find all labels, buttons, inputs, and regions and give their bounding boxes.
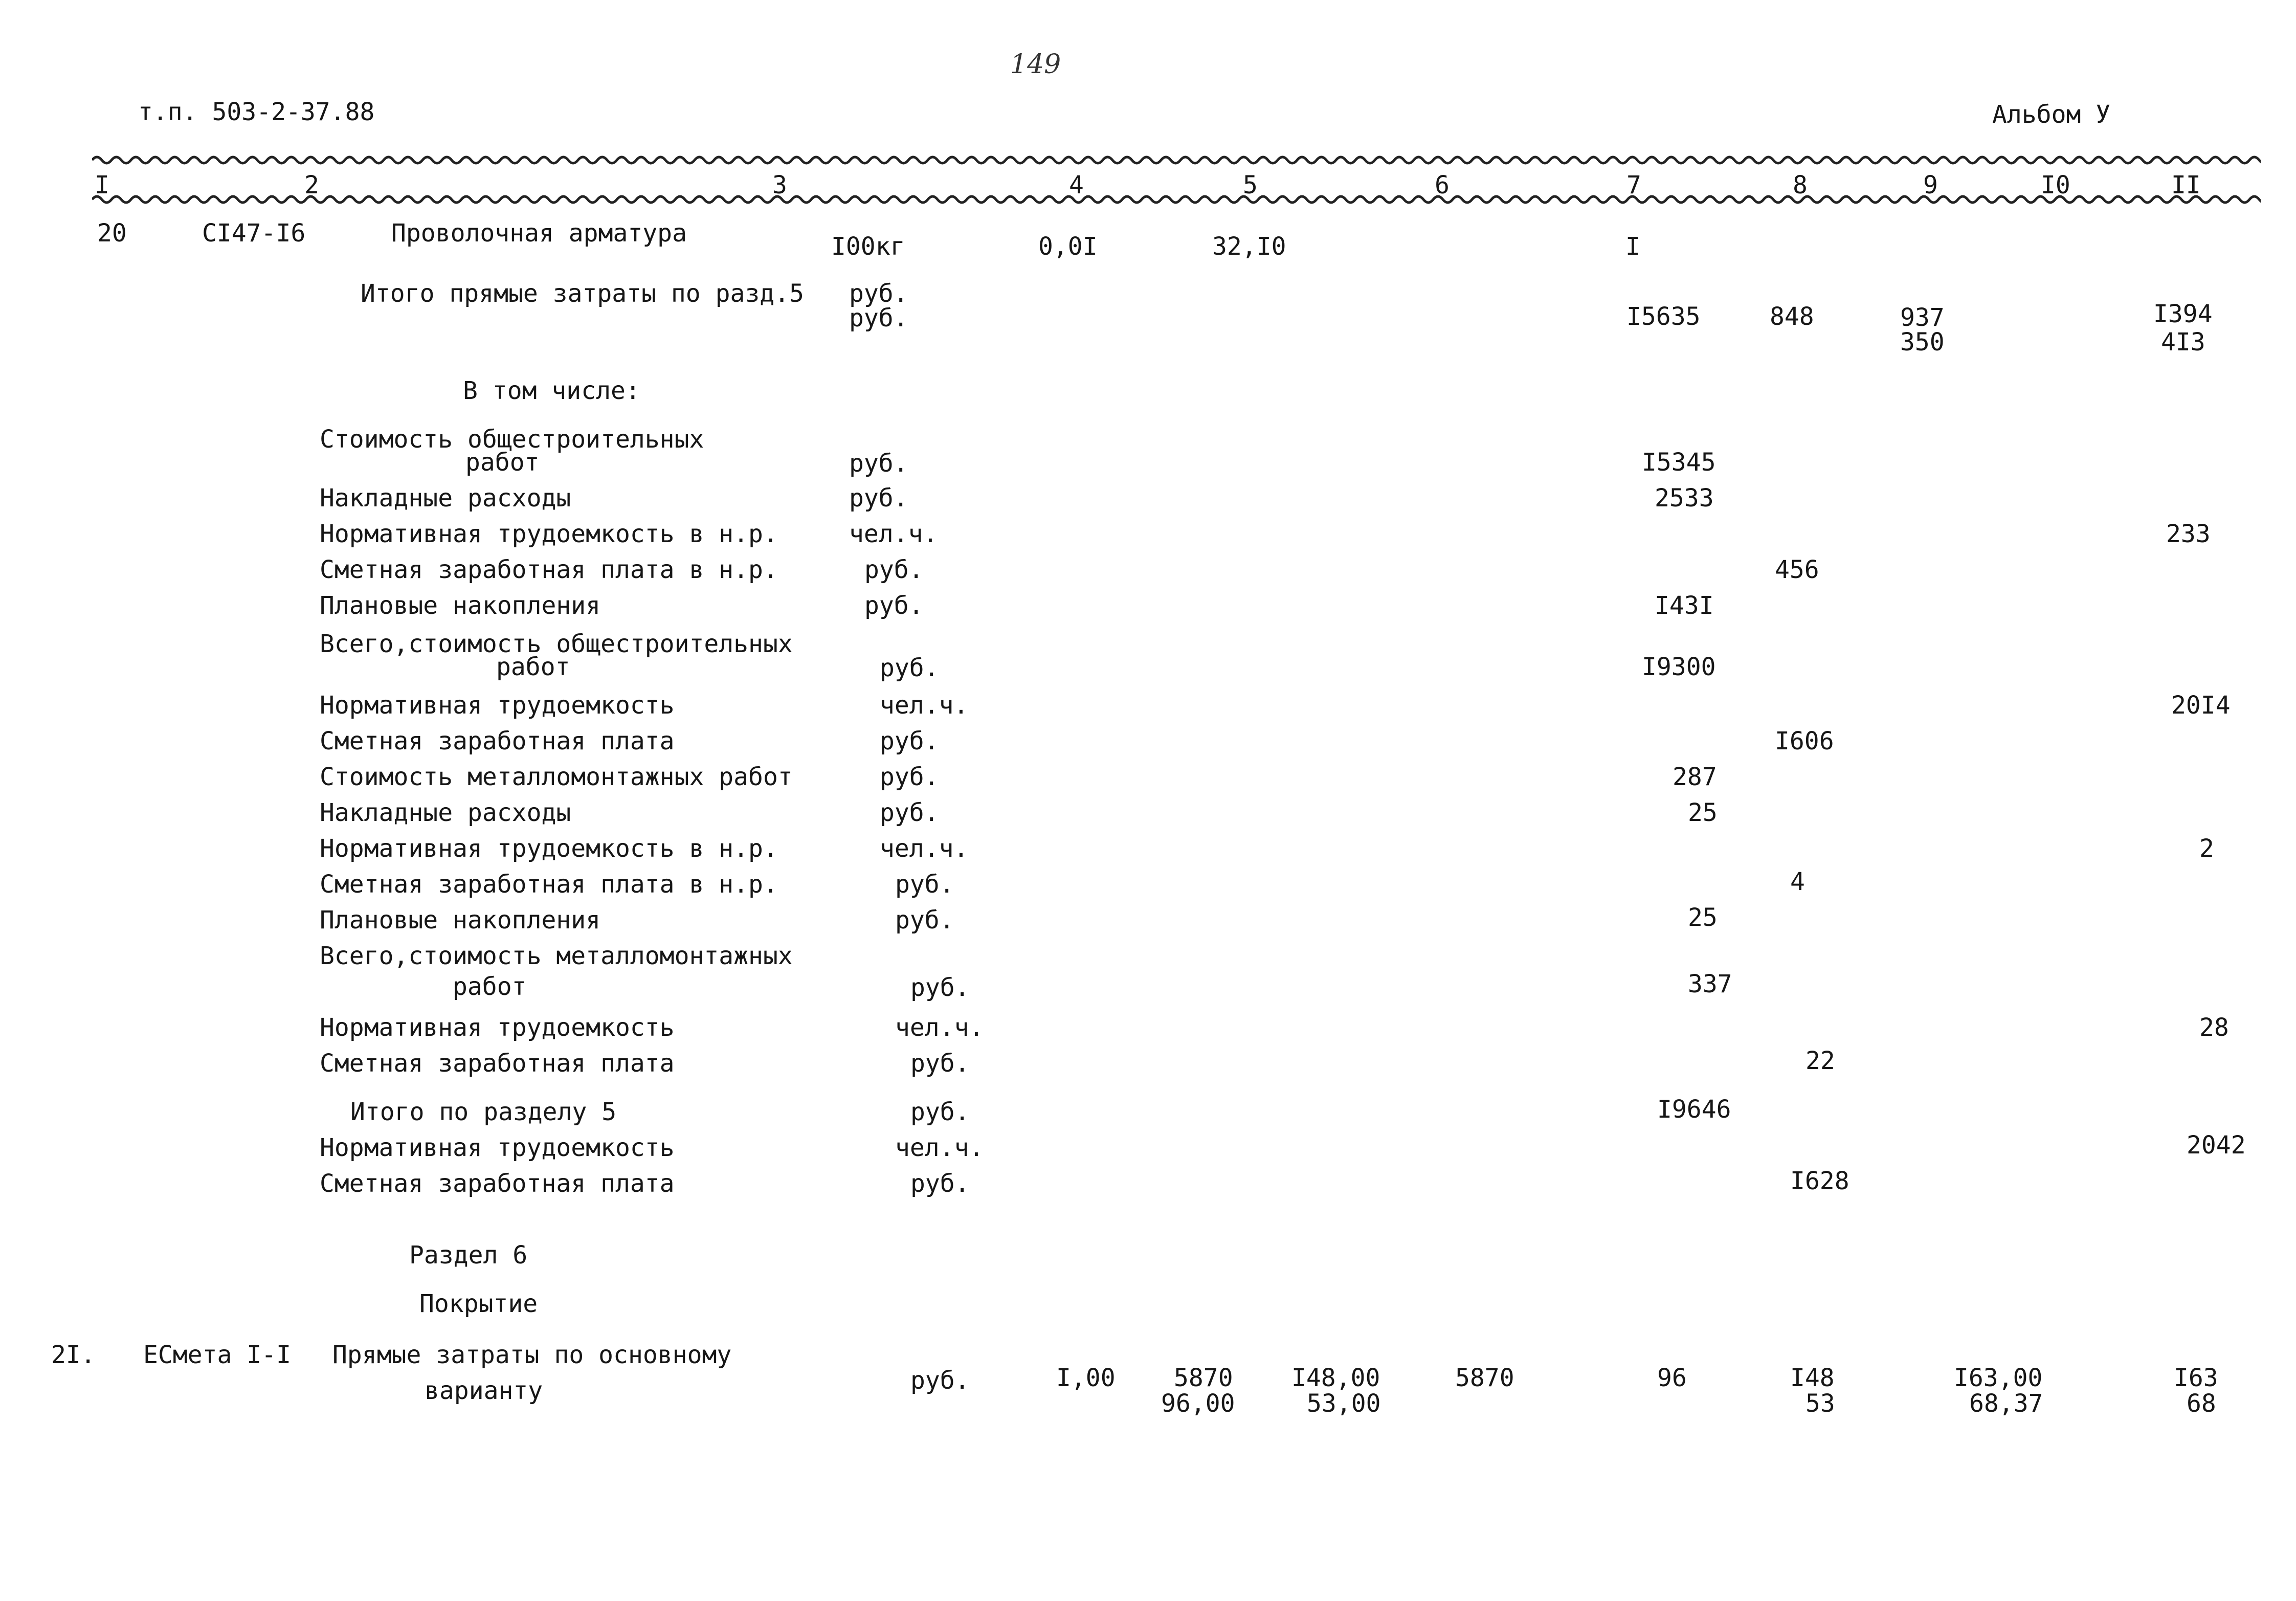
- unit-label: руб.: [880, 654, 939, 682]
- col8-value: 848: [1770, 302, 1814, 331]
- row-label-cont: работ: [453, 972, 527, 1001]
- col10-value: I63,00: [1954, 1364, 2043, 1392]
- column-number: 7: [1626, 171, 1641, 199]
- row-label: Сметная заработная плата: [320, 1169, 675, 1198]
- col4-value: 0,0I: [1038, 232, 1098, 261]
- including-label: В том числе:: [463, 376, 640, 405]
- col7-value: I: [1625, 232, 1640, 261]
- row-label: Накладные расходы: [320, 484, 571, 513]
- unit-label: чел.ч.: [895, 1013, 984, 1042]
- unit-label: руб.: [864, 591, 924, 620]
- unit-label: руб.: [910, 1169, 970, 1198]
- column-number: 2: [304, 171, 319, 199]
- section-subtitle: Покрытие: [419, 1289, 538, 1318]
- unit-label: руб.: [880, 798, 939, 827]
- column-number: 9: [1923, 171, 1938, 199]
- col5-value: 5870: [1174, 1364, 1233, 1392]
- col8-value: 53: [1805, 1389, 1835, 1418]
- item-name-cont: варианту: [425, 1376, 543, 1405]
- col7-value: I5635: [1626, 302, 1701, 331]
- col7-value: I43I: [1655, 591, 1714, 620]
- unit-label: руб.: [849, 279, 908, 308]
- item-name: Прямые затраты по основному: [332, 1341, 732, 1369]
- row-label: Накладные расходы: [320, 798, 571, 827]
- col5-value: 32,I0: [1212, 232, 1286, 261]
- unit-label: руб.: [849, 484, 908, 513]
- row-label: Сметная заработная плата: [320, 1049, 675, 1078]
- wavy-rule-header: [92, 190, 2261, 209]
- unit-label: руб.: [910, 1098, 970, 1126]
- col11-value: 2042: [2187, 1131, 2246, 1160]
- col11-value: 233: [2166, 520, 2211, 548]
- column-number: 6: [1435, 171, 1450, 199]
- item-unit: руб.: [910, 1366, 970, 1395]
- column-number: 3: [772, 171, 787, 199]
- unit-label: руб.: [849, 304, 908, 332]
- col4-value: I,00: [1056, 1364, 1116, 1392]
- document-reference: т.п. 503-2-37.88: [138, 98, 375, 126]
- col7-value: 25: [1688, 903, 1718, 932]
- col11-value: 68: [2187, 1389, 2216, 1418]
- col7-value: I9300: [1642, 653, 1716, 681]
- col11-value: 20I4: [2171, 691, 2231, 720]
- item-unit: I00кг: [831, 232, 905, 261]
- row-label-cont: работ: [496, 653, 570, 681]
- row-label: Сметная заработная плата в н.р.: [320, 870, 778, 899]
- col8-value: 4: [1790, 868, 1805, 896]
- row-label-cont: работ: [465, 448, 540, 477]
- row-label: Нормативная трудоемкость в н.р.: [320, 834, 778, 863]
- unit-label: чел.ч.: [880, 691, 969, 720]
- column-number: 5: [1243, 171, 1258, 199]
- unit-label: чел.ч.: [849, 520, 938, 548]
- row-label: Плановые накопления: [320, 591, 601, 620]
- unit-label: руб.: [895, 906, 954, 935]
- col9-value: 350: [1900, 328, 1945, 357]
- column-number: I: [95, 171, 109, 199]
- col8-value: 22: [1805, 1047, 1835, 1075]
- col7-value: 337: [1688, 970, 1732, 998]
- row-label: Итого прямые затраты по разд.5: [361, 279, 804, 308]
- unit-label: руб.: [849, 449, 908, 478]
- item-number: 20: [97, 219, 127, 248]
- col6-value: 5870: [1455, 1364, 1514, 1392]
- unit-label: руб.: [895, 870, 954, 899]
- row-label: Нормативная трудоемкость: [320, 691, 675, 720]
- row-label: Нормативная трудоемкость в н.р.: [320, 520, 778, 548]
- col11-value: I394: [2153, 300, 2213, 328]
- item-number: 2I.: [51, 1341, 96, 1369]
- item-code: CI47-I6: [202, 219, 306, 248]
- col9-value: 937: [1900, 303, 1945, 332]
- row-label: Нормативная трудоемкость: [320, 1013, 675, 1042]
- item-code: ЕСмета I-I: [143, 1341, 291, 1369]
- col8-value: 456: [1775, 555, 1819, 584]
- row-label: Всего,стоимость общестроительных: [320, 630, 793, 658]
- unit-label: чел.ч.: [895, 1133, 984, 1162]
- unit-label: руб.: [880, 727, 939, 755]
- col7-value: 96: [1657, 1364, 1687, 1392]
- col11-value: I63: [2174, 1364, 2218, 1392]
- col7-value: 287: [1673, 763, 1717, 791]
- item-name: Проволочная арматура: [391, 219, 687, 248]
- row-label: Стоимость металломонтажных работ: [320, 763, 793, 791]
- row-label: Итого по разделу 5: [350, 1098, 617, 1126]
- unit-label: руб.: [910, 1049, 970, 1078]
- col7-value: 2533: [1655, 484, 1714, 513]
- col7-value: I5345: [1642, 448, 1716, 477]
- col8-value: I628: [1790, 1167, 1849, 1195]
- col11-value: 2: [2199, 834, 2214, 863]
- row-label: Нормативная трудоемкость: [320, 1133, 675, 1162]
- unit-label: чел.ч.: [880, 834, 969, 863]
- row-label: Стоимость общестроительных: [320, 425, 704, 454]
- unit-label: руб.: [910, 973, 970, 1002]
- row-label: Сметная заработная плата: [320, 727, 675, 755]
- col8-value: I48: [1790, 1364, 1835, 1392]
- unit-label: руб.: [880, 763, 939, 791]
- col6-value: 53,00: [1307, 1389, 1381, 1418]
- row-label: Сметная заработная плата в н.р.: [320, 555, 778, 584]
- handwritten-page-number: 149: [1010, 49, 1061, 80]
- col7-value: I9646: [1657, 1095, 1731, 1124]
- column-number: 4: [1069, 171, 1084, 199]
- row-label: Плановые накопления: [320, 906, 601, 935]
- column-number: 8: [1793, 171, 1808, 199]
- col10-value: 68,37: [1969, 1389, 2043, 1418]
- col5-value: 96,00: [1161, 1389, 1235, 1418]
- col8-value: I606: [1775, 727, 1834, 755]
- wavy-rule-top: [92, 151, 2261, 169]
- col11-value: 4I3: [2161, 328, 2205, 357]
- row-label: Всего,стоимость металломонтажных: [320, 942, 793, 970]
- section-title: Раздел 6: [409, 1241, 528, 1270]
- column-number: I0: [2041, 171, 2070, 199]
- col11-value: 28: [2199, 1013, 2229, 1042]
- album-label: Альбом У: [1992, 100, 2111, 129]
- unit-label: руб.: [864, 555, 924, 584]
- column-number: II: [2171, 171, 2201, 199]
- col7-value: 25: [1688, 798, 1718, 827]
- col6-value: I48,00: [1291, 1364, 1380, 1392]
